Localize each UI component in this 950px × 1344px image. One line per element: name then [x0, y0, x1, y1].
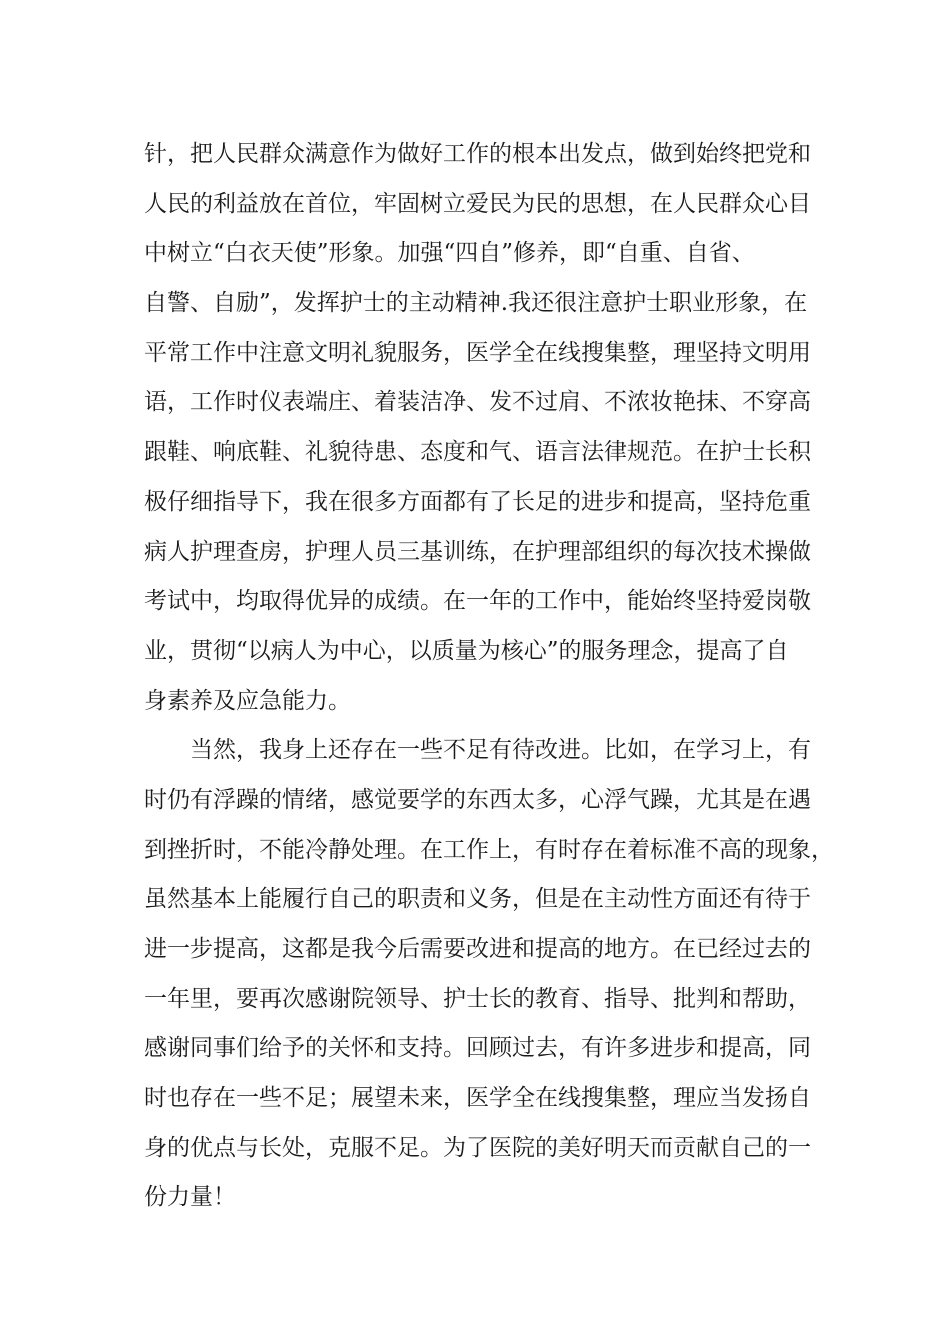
text-line: 语，工作时仪表端庄、着装洁净、发不过肩、不浓妆艳抹、不穿高 — [144, 389, 811, 416]
paragraph-2 — [144, 726, 834, 1223]
text-line: 自警、自励”，发挥护士的主动精神.我还很注意护士职业形象，在 — [144, 290, 808, 317]
text-line: 考试中，均取得优异的成绩。在一年的工作中，能始终坚持爱岗敬 — [144, 588, 811, 615]
text-line: 进一步提高，这都是我今后需要改进和提高的地方。在已经过去的 — [144, 936, 811, 962]
text-line: 到挫折时，不能冷静处理。在工作上，有时存在着标准不高的现象， — [144, 836, 834, 863]
text-line: 业，贯彻“以病人为中心，以质量为核心”的服务理念，提高了自 — [144, 637, 789, 664]
text-line: 时也存在一些不足；展望未来，医学全在线搜集整，理应当发扬自 — [144, 1085, 811, 1112]
text-line: 人民的利益放在首位，牢固树立爱民为民的思想，在人民群众心目 — [144, 190, 811, 217]
text-line: 当然，我身上还存在一些不足有待改进。比如，在学习上，有 — [190, 737, 811, 764]
text-line: 平常工作中注意文明礼貌服务，医学全在线搜集整，理坚持文明用 — [144, 339, 811, 366]
text-line: 跟鞋、响底鞋、礼貌待患、态度和气、语言法律规范。在护士长积 — [144, 439, 811, 466]
text-line: 身的优点与长处，克服不足。为了医院的美好明天而贡献自己的一 — [144, 1134, 811, 1161]
paragraph-1 — [144, 130, 814, 726]
text-line: 感谢同事们给予的关怀和支持。回顾过去，有许多进步和提高，同 — [144, 1035, 811, 1062]
text-line: 病人护理查房，护理人员三基训练，在护理部组织的每次技术操做 — [144, 538, 811, 565]
text-line: 身素养及应急能力。 — [144, 687, 351, 714]
text-line: 针，把人民群众满意作为做好工作的根本出发点，做到始终把党和 — [144, 141, 811, 167]
text-line: 中树立“白衣天使”形象。加强“四自”修养，即“自重、自省、 — [144, 240, 755, 267]
text-line: 虽然基本上能履行自己的职责和义务，但是在主动性方面还有待于 — [144, 886, 811, 913]
text-line: 极仔细指导下，我在很多方面都有了长足的进步和提高，坚持危重 — [144, 488, 811, 515]
body-text — [144, 130, 834, 1223]
text-line: 份力量！ — [144, 1184, 236, 1211]
text-line: 一年里，要再次感谢院领导、护士长的教育、指导、批判和帮助， — [144, 985, 811, 1012]
text-line: 时仍有浮躁的情绪，感觉要学的东西太多，心浮气躁，尤其是在遇 — [144, 786, 811, 813]
